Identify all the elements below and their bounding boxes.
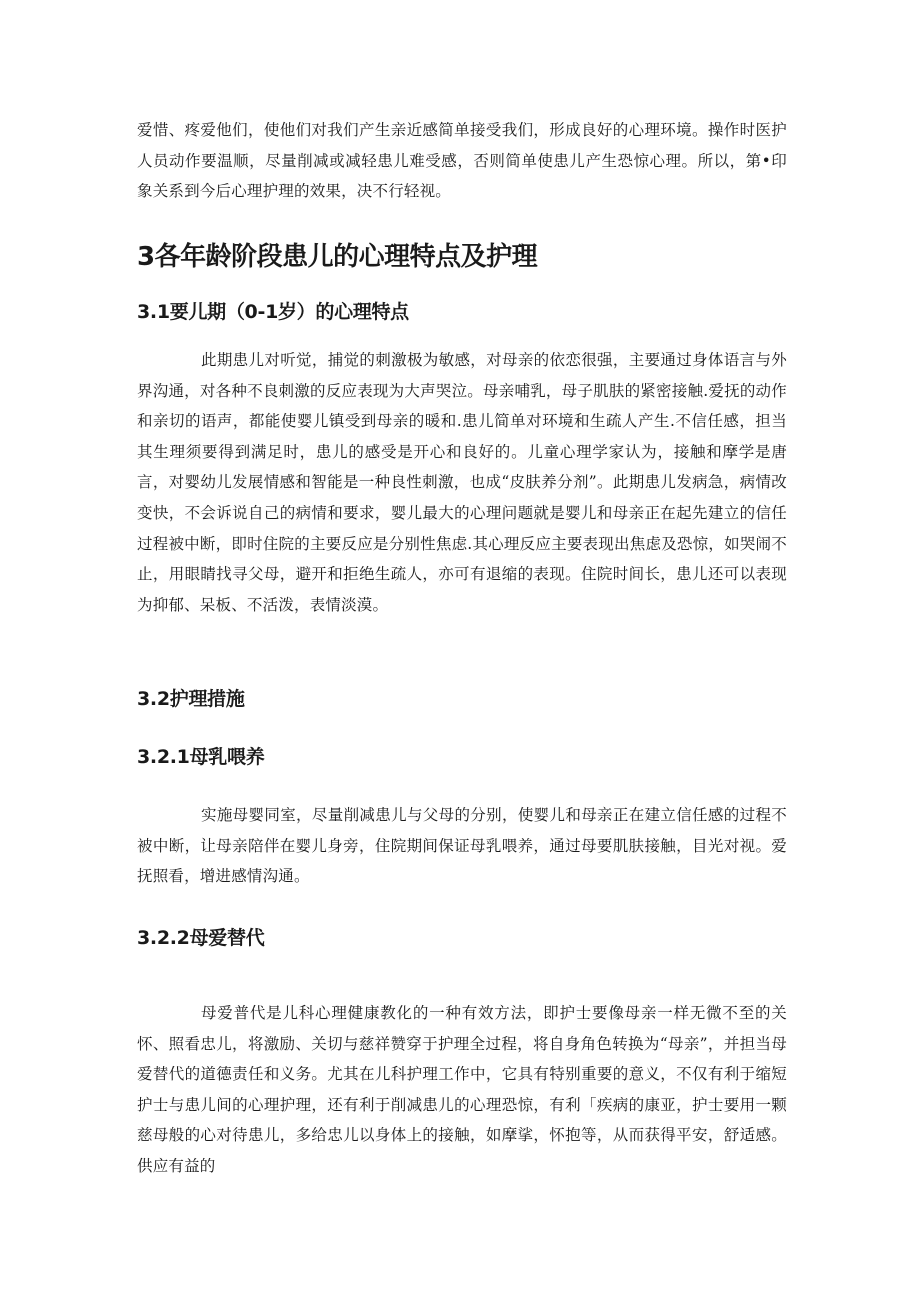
- section-3-1-paragraph: 此期患儿对听觉，捕觉的刺激极为敏感，对母亲的依恋很强，主要通过身体语言与外界沟通，对各种不良刺激的反应表现为大声哭泣。母亲哺乳，母子肌肤的紧密接触.爱抚的动作和亲切的语声，都能使婴儿镇受到母亲的暖和.患儿简单对环境和生疏人产生.不信任感，担当其生理须要得到满足时，患儿的感受是开心和良好的。儿童心理学家认为，接触和摩学是唐言，对婴幼儿发展情感和智能是一种良性刺激，也成“皮肤养分剂”。此期患儿发病急，病情改变快，不会诉说自己的病情和要求，婴儿最大的心理问题就是婴儿和母亲正在起先建立的信任过程被中断，即时住院的主要反应是分别性焦虑.其心理反应主要表现出焦虑及恐惊，如哭闹不止，用眼睛找寻父母，避开和拒绝生疏人，亦可有退缩的表现。住院时间长，患儿还可以表现为抑郁、呆板、不活泼，表情淡漠。: [137, 351, 787, 614]
- section-3-2-2-heading: 3.2.2母爱替代: [137, 927, 265, 949]
- intro-paragraph: 爱惜、疼爱他们，使他们对我们产生亲近感简单接受我们，形成良好的心理环境。操作时医护人员动作要温顺，尽量削减或减轻患儿难受感，否则简单使患儿产生恐惊心理。所以，第•印象关系到今后心理护理的效果，决不行轻视。: [137, 121, 787, 201]
- section-3-2-1-paragraph: 实施母婴同室，尽量削减患儿与父母的分别，使婴儿和母亲正在建立信任感的过程不被中断，让母亲陪伴在婴儿身旁，住院期间保证母乳喂养，通过母要肌肤接触，目光对视。爱抚照看，增进感情沟通。: [137, 806, 787, 886]
- section-3-heading: 3各年龄阶段患儿的心理特点及护理: [137, 242, 538, 272]
- section-3-2-2-paragraph: 母爱普代是儿科心理健康教化的一种有效方法，即护士要像母亲一样无微不至的关怀、照看忠儿，将激励、关切与慈祥赞穿于护理全过程，将自身角色转换为“母亲”，并担当母爱替代的道德责任和义务。尤其在儿科护理工作中，它具有特别重要的意义，不仅有利于缩短护士与患儿间的心理护理，还有利于削减患儿的心理恐惊，有利「疾病的康亚，护士要用一颗慈母般的心对待患儿，多给忠儿以身体上的接触，如摩挲，怀抱等，从而获得平安，舒适感。供应有益的: [137, 1004, 787, 1175]
- section-3-2-heading: 3.2护理措施: [137, 688, 245, 710]
- section-3-2-1-heading: 3.2.1母乳喂养: [137, 746, 265, 768]
- section-3-1-heading: 3.1要儿期（0-1岁）的心理特点: [137, 301, 409, 323]
